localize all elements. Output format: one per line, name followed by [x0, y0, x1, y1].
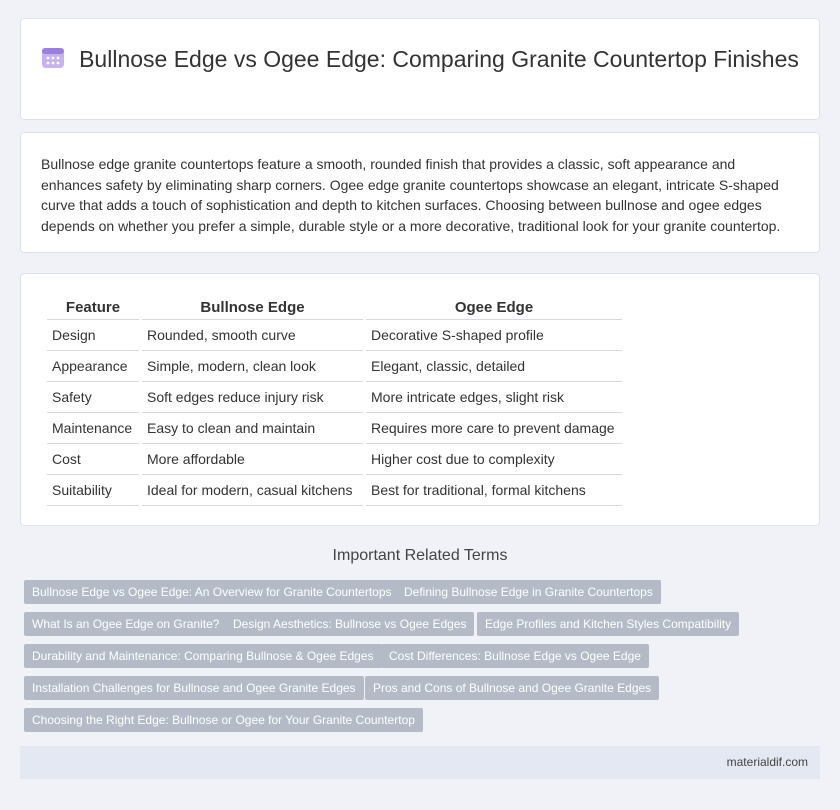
related-tag-choosing[interactable]: Choosing the Right Edge: Bullnose or Ogee for Your Granite Countertop — [24, 708, 423, 732]
table-cell-bullnose: Easy to clean and maintain — [142, 413, 363, 444]
related-tag-what-is-ogee[interactable]: What Is an Ogee Edge on Granite? — [24, 612, 227, 636]
table-row — [47, 475, 622, 506]
table-cell-bullnose: Ideal for modern, casual kitchens — [142, 475, 363, 506]
table-cell-feature: Appearance — [47, 351, 139, 382]
related-tag-design-aesthetics[interactable]: Design Aesthetics: Bullnose vs Ogee Edges — [225, 612, 474, 636]
table-cell-bullnose: More affordable — [142, 444, 363, 475]
table-row — [47, 444, 622, 475]
table-cell-bullnose: Simple, modern, clean look — [142, 351, 363, 382]
related-tag-overview[interactable]: Bullnose Edge vs Ogee Edge: An Overview for Granite Countertops — [24, 580, 400, 604]
related-tag-durability[interactable]: Durability and Maintenance: Comparing Bullnose & Ogee Edges — [24, 644, 382, 668]
page-title-text: Bullnose Edge vs Ogee Edge: Comparing Granite Countertop Finishes — [79, 46, 799, 72]
intro-card — [20, 132, 820, 253]
table-row — [47, 351, 622, 382]
table-cell-ogee: Higher cost due to complexity — [366, 444, 622, 475]
table-cell-bullnose: Rounded, smooth curve — [142, 320, 363, 351]
table-cell-ogee: Best for traditional, formal kitchens — [366, 475, 622, 506]
header-card — [20, 18, 820, 120]
table-cell-ogee: Elegant, classic, detailed — [366, 351, 622, 382]
related-tag-pros-cons[interactable]: Pros and Cons of Bullnose and Ogee Granite Edges — [365, 676, 659, 700]
table-header-bullnose: Bullnose Edge — [142, 296, 363, 320]
footer-bar — [20, 746, 820, 779]
table-cell-ogee: Decorative S-shaped profile — [366, 320, 622, 351]
related-tag-cost-differences[interactable]: Cost Differences: Bullnose Edge vs Ogee Edge — [381, 644, 649, 668]
table-cell-bullnose: Soft edges reduce injury risk — [142, 382, 363, 413]
table-cell-feature: Design — [47, 320, 139, 351]
table-cell-feature: Cost — [47, 444, 139, 475]
table-cell-ogee: More intricate edges, slight risk — [366, 382, 622, 413]
table-cell-feature: Suitability — [47, 475, 139, 506]
related-tag-defining-bullnose[interactable]: Defining Bullnose Edge in Granite Countertops — [396, 580, 661, 604]
related-tag-installation[interactable]: Installation Challenges for Bullnose and Ogee Granite Edges — [24, 676, 364, 700]
comparison-table — [44, 296, 625, 506]
table-header-row — [47, 296, 622, 320]
related-terms-title: Important Related Terms — [332, 547, 508, 564]
table-cell-feature: Maintenance — [47, 413, 139, 444]
table-header-feature: Feature — [47, 296, 139, 320]
table-cell-ogee: Requires more care to prevent damage — [366, 413, 622, 444]
table-row — [47, 382, 622, 413]
page-title — [21, 45, 819, 74]
intro-text: Bullnose edge granite countertops feature a smooth, rounded finish that provides a classic, soft appearance and enhances safety by eliminating sharp corners. Ogee edge granite countertops showcase an elegant, intricate S-shaped curve that adds a touch of sophistication and depth to kitchen surfaces. Choosing between bullnose and ogee edges depends on whether you prefer a simple, durable style or a more decorative, traditional look for your granite countertop. — [41, 156, 781, 234]
calendar-grid-icon — [41, 46, 65, 70]
related-tag-edge-profiles[interactable]: Edge Profiles and Kitchen Styles Compatibility — [477, 612, 739, 636]
table-header-ogee: Ogee Edge — [366, 296, 622, 320]
table-row — [47, 320, 622, 351]
footer-site[interactable]: materialdif.com — [726, 755, 808, 769]
comparison-card — [20, 273, 820, 526]
table-cell-feature: Safety — [47, 382, 139, 413]
table-row — [47, 413, 622, 444]
